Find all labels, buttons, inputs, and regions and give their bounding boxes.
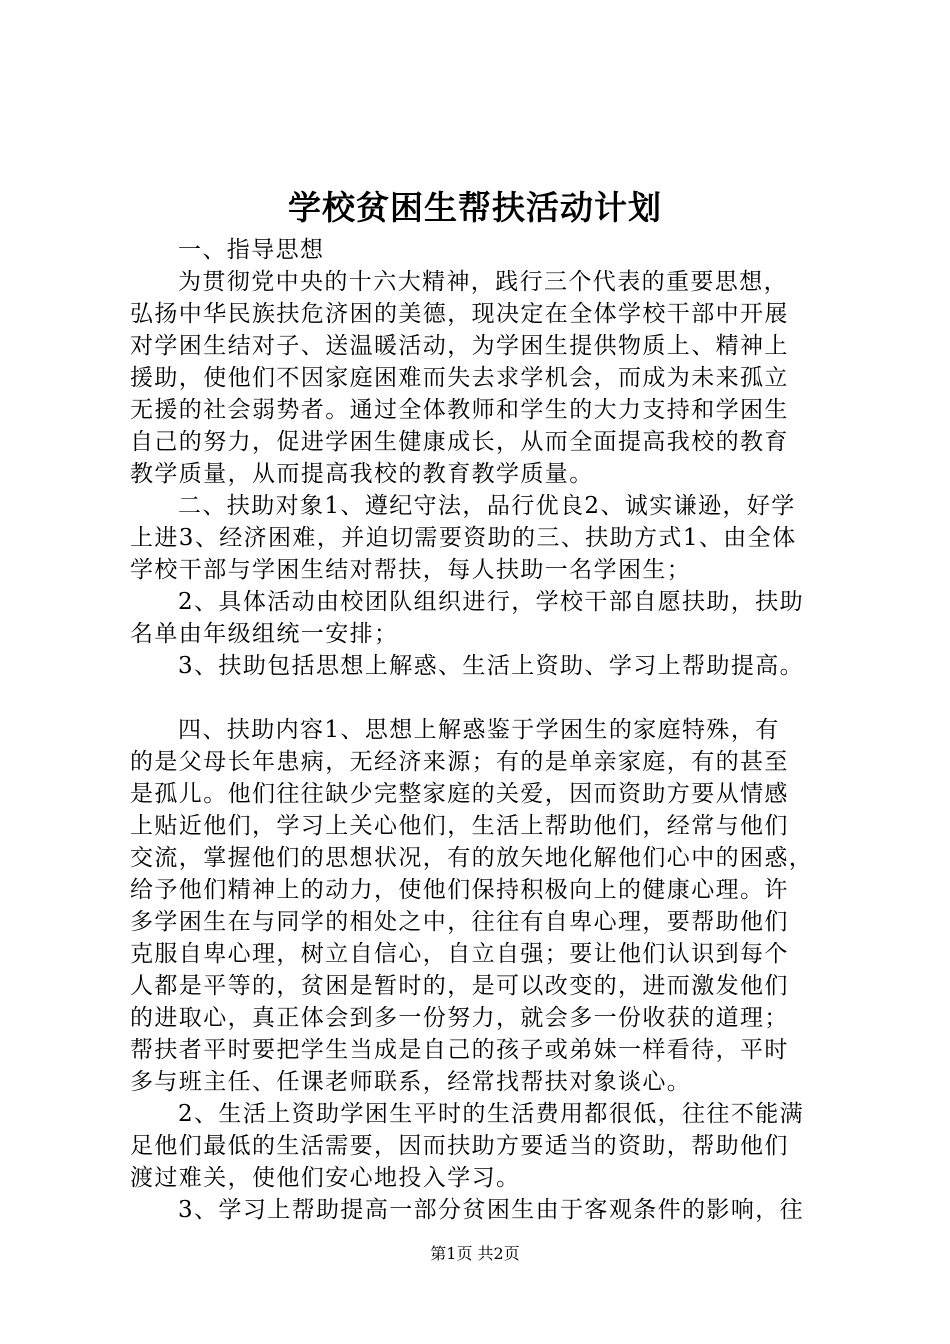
paragraph-line: 四、扶助内容1、思想上解惑鉴于学困生的家庭特殊，有 [178, 717, 780, 743]
paragraph-line: 自己的努力，促进学困生健康成长，从而全面提高我校的教育 [130, 429, 789, 455]
paragraph-line: 上贴近他们，学习上关心他们，生活上帮助他们，经常与他们 [130, 813, 789, 839]
paragraph-line: 名单由年级组统一安排； [130, 621, 399, 647]
document-title: 学校贫困生帮扶活动计划 [288, 188, 662, 227]
paragraph-line: 的进取心，真正体会到多一份努力，就会多一份收获的道理； [130, 1005, 789, 1031]
paragraph-line: 帮扶者平时要把学生当成是自己的孩子或弟妹一样看待，平时 [130, 1037, 789, 1063]
paragraph-line: 3、扶助包括思想上解惑、生活上资助、学习上帮助提高。 [178, 653, 805, 679]
paragraph-line: 克服自卑心理，树立自信心，自立自强；要让他们认识到每个 [130, 941, 789, 967]
paragraph-line: 上进3、经济困难，并迫切需要资助的三、扶助方式1、由全体 [130, 525, 797, 551]
page-footer: 第1页 共2页 [430, 1244, 520, 1263]
paragraph-line: 渡过难关，使他们安心地投入学习。 [130, 1165, 521, 1191]
paragraph-line: 援助，使他们不因家庭困难而失去求学机会，而成为未来孤立 [130, 365, 789, 391]
paragraph-line: 2、生活上资助学困生平时的生活费用都很低，往往不能满 [178, 1101, 805, 1127]
paragraph-line: 给予他们精神上的动力，使他们保持积极向上的健康心理。许 [130, 877, 789, 903]
paragraph-line: 对学困生结对子、送温暖活动，为学困生提供物质上、精神上 [130, 333, 789, 359]
paragraph-line: 3、学习上帮助提高一部分贫困生由于客观条件的影响，往 [178, 1197, 805, 1223]
paragraph-line: 教学质量，从而提高我校的教育教学质量。 [130, 461, 594, 487]
paragraph-line: 交流，掌握他们的思想状况，有的放矢地化解他们心中的困惑， [130, 845, 814, 871]
paragraph-line: 是孤儿。他们往往缺少完整家庭的关爱，因而资助方要从情感 [130, 781, 789, 807]
paragraph-line: 学校干部与学困生结对帮扶，每人扶助一名学困生； [130, 557, 692, 583]
section-heading-guiding-ideology: 一、指导思想 [178, 237, 325, 263]
paragraph-line: 无援的社会弱势者。通过全体教师和学生的大力支持和学困生 [130, 397, 789, 423]
paragraph-line: 弘扬中华民族扶危济困的美德，现决定在全体学校干部中开展 [130, 301, 789, 327]
paragraph-line: 为贯彻党中央的十六大精神，践行三个代表的重要思想， [178, 269, 788, 295]
paragraph-line: 2、具体活动由校团队组织进行，学校干部自愿扶助，扶助 [178, 589, 805, 615]
paragraph-line: 多学困生在与同学的相处之中，往往有自卑心理，要帮助他们 [130, 909, 789, 935]
paragraph-line: 多与班主任、任课老师联系，经常找帮扶对象谈心。 [130, 1069, 692, 1095]
paragraph-line: 足他们最低的生活需要，因而扶助方要适当的资助，帮助他们 [130, 1133, 789, 1159]
paragraph-line: 二、扶助对象1、遵纪守法，品行优良2、诚实谦逊，好学 [178, 493, 796, 519]
paragraph-line: 的是父母长年患病，无经济来源；有的是单亲家庭，有的甚至 [130, 749, 789, 775]
paragraph-line: 人都是平等的，贫困是暂时的，是可以改变的，进而激发他们 [130, 973, 789, 999]
